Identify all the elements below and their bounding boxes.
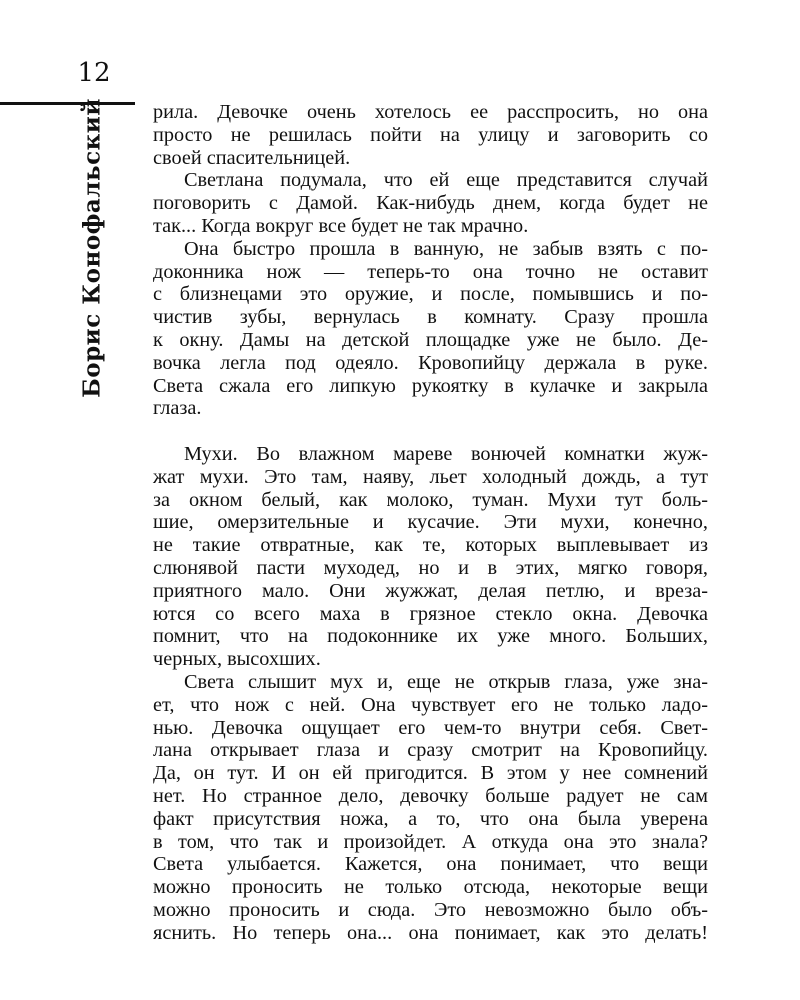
text-line: факт присутствия ножа, а то, что она была уверена: [153, 807, 708, 830]
text-line: просто не решилась пойти на улицу и заговорить со: [153, 123, 708, 146]
text-line: помнит, что на подоконнике их уже много. Больших,: [153, 625, 708, 648]
text-line: с близнецами это оружие, и после, помывшись и по-: [153, 283, 708, 306]
text-line: можно проносить и сюда. Это невозможно было объ-: [153, 898, 708, 921]
text-line: к окну. Дамы на детской площадке уже не было. Де-: [153, 328, 708, 351]
text-line: лана открывает глаза и сразу смотрит на Кровопийцу.: [153, 739, 708, 762]
text-line: жат мухи. Это там, наяву, льет холодный дождь, а тут: [153, 465, 708, 488]
text-line: не такие отвратные, как те, которых выплевывает из: [153, 534, 708, 557]
section-break: [153, 420, 708, 443]
text-line: Света сжала его липкую рукоятку в кулачке и закрыла: [153, 374, 708, 397]
text-line: Да, он тут. И он ей пригодится. В этом у нее сомнений: [153, 762, 708, 785]
text-line: Света слышит мух и, еще не открыв глаза, уже зна-: [184, 670, 708, 693]
text-line: чистив зубы, вернулась в комнату. Сразу прошла: [153, 306, 708, 329]
body-text: [153, 101, 708, 944]
text-line: своей спасительницей.: [153, 146, 351, 169]
text-line: доконника нож — теперь-то она точно не оставит: [153, 260, 708, 283]
author-name: Борис Конофальский: [78, 98, 106, 398]
text-line: ются со всего маха в грязное стекло окна. Девочка: [153, 602, 708, 625]
text-line: шие, омерзительные и кусачие. Эти мухи, конечно,: [153, 511, 708, 534]
text-line: приятного мало. Они жужжат, делая петлю, и вреза-: [153, 579, 708, 602]
text-line: Мухи. Во влажном мареве вонючей комнатки жуж-: [184, 442, 708, 465]
text-line: можно проносить не только отсюда, некоторые вещи: [153, 876, 708, 899]
text-line: черных, высохших.: [153, 648, 321, 671]
text-line: вочка легла под одеяло. Кровопийцу держала в руке.: [153, 351, 708, 374]
text-line: нет. Но странное дело, девочку больше радует не сам: [153, 784, 708, 807]
text-line: за окном белый, как молоко, туман. Мухи тут боль-: [153, 488, 708, 511]
text-line: яснить. Но теперь она... она понимает, как это делать!: [153, 921, 708, 944]
text-line: Она быстро прошла в ванную, не забыв взять с по-: [184, 237, 708, 260]
text-line: Светлана подумала, что ей еще представится случай: [184, 169, 708, 192]
header-rule: [0, 102, 135, 105]
text-line: Света улыбается. Кажется, она понимает, что вещи: [153, 853, 708, 876]
text-line: рила. Девочке очень хотелось ее расспросить, но она: [153, 101, 708, 123]
page-number: 12: [77, 58, 111, 88]
text-line: глаза.: [153, 397, 202, 420]
text-line: нью. Девочка ощущает его чем-то внутри себя. Свет-: [153, 716, 708, 739]
text-line: в том, что так и произойдет. А откуда она это знала?: [153, 830, 708, 853]
text-line: слюнявой пасти муходед, но и в этих, мягко говоря,: [153, 556, 708, 579]
text-line: поговорить с Дамой. Как-нибудь днем, когда будет не: [153, 192, 708, 215]
text-line: так... Когда вокруг все будет не так мрачно.: [153, 214, 529, 237]
text-line: ет, что нож с ней. Она чувствует его не только ладо-: [153, 693, 708, 716]
